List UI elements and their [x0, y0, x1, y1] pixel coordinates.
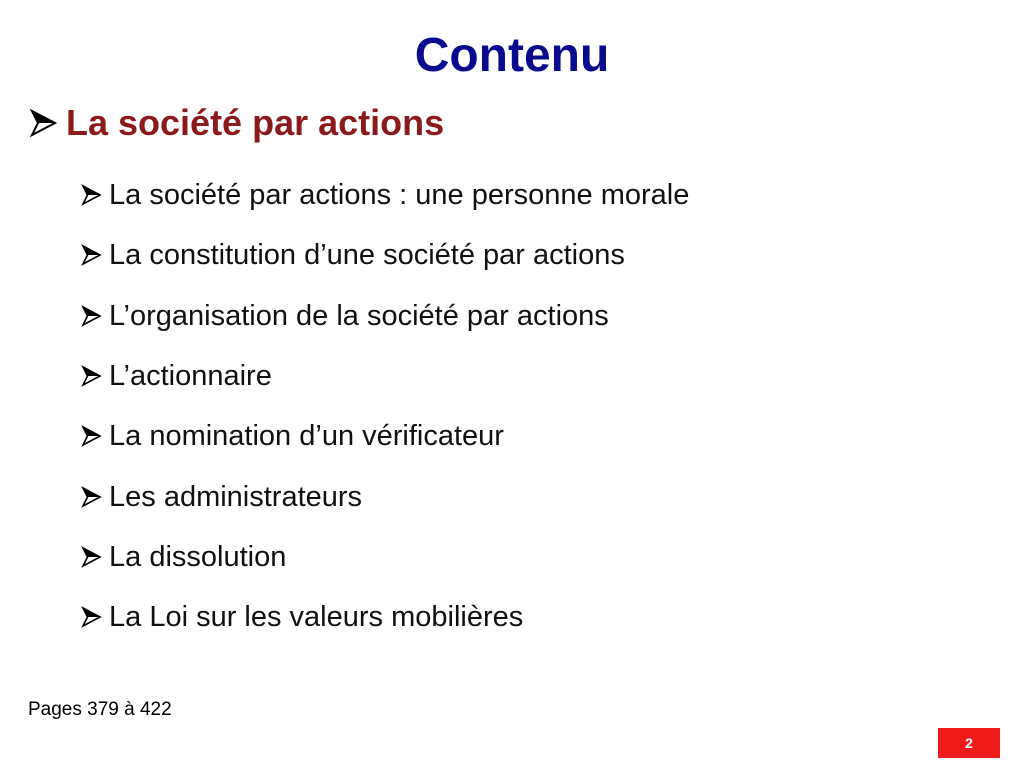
- arrow-bullet-icon: [80, 606, 102, 628]
- arrow-bullet-icon: [80, 425, 102, 447]
- list-item-label: La dissolution: [109, 540, 287, 573]
- arrow-bullet-icon: [80, 365, 102, 387]
- list-item-label: Les administrateurs: [109, 480, 363, 513]
- arrow-bullet-icon: [80, 244, 102, 266]
- list-item: [80, 466, 689, 526]
- list-item: [80, 165, 689, 225]
- page-range-note: Pages 379 à 422: [28, 699, 172, 720]
- list-item-label: L’actionnaire: [109, 360, 272, 393]
- list-item: [80, 346, 689, 406]
- arrow-bullet-icon: [28, 108, 58, 138]
- slide-title: Contenu: [414, 29, 610, 82]
- list-item: [80, 527, 689, 587]
- list-item: [80, 286, 689, 346]
- list-item: [80, 406, 689, 466]
- list-item: [80, 225, 689, 285]
- arrow-bullet-icon: [80, 305, 102, 327]
- list-item-label: La Loi sur les valeurs mobilières: [109, 601, 524, 634]
- arrow-bullet-icon: [80, 546, 102, 568]
- list-item-label: La constitution d’une société par actions: [109, 239, 625, 272]
- page-number-badge: [938, 728, 1000, 758]
- section-bullet: [28, 100, 444, 146]
- list-item-label: La nomination d’un vérificateur: [109, 420, 504, 453]
- topic-list: [80, 165, 689, 647]
- list-item-label: La société par actions : une personne morale: [109, 179, 690, 212]
- section-label: La société par actions: [66, 102, 445, 143]
- list-item: [80, 587, 689, 647]
- arrow-bullet-icon: [80, 486, 102, 508]
- arrow-bullet-icon: [80, 184, 102, 206]
- page-number: 2: [965, 735, 973, 751]
- list-item-label: L’organisation de la société par actions: [109, 299, 609, 332]
